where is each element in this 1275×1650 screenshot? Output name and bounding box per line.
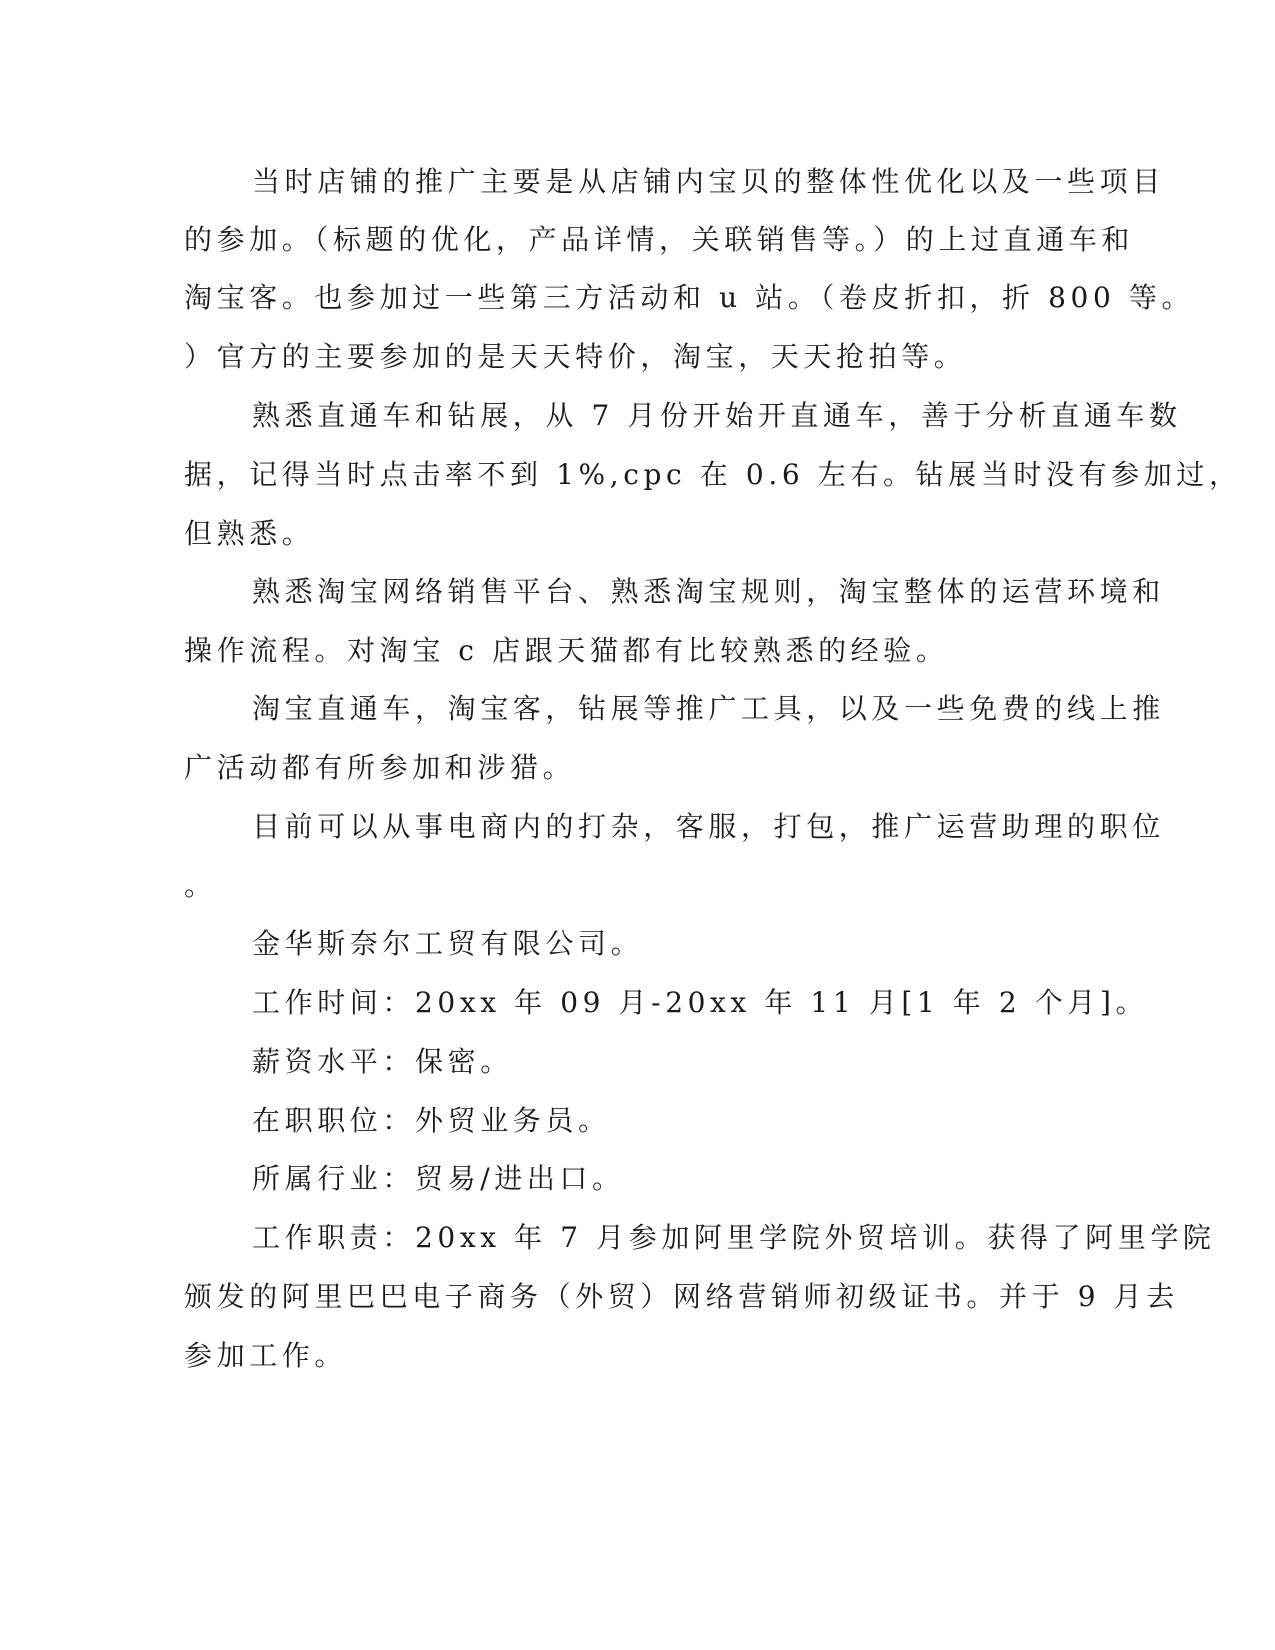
paragraph-line: 熟悉淘宝网络销售平台、熟悉淘宝规则，淘宝整体的运营环境和	[252, 575, 1165, 608]
company-name: 金华斯奈尔工贸有限公司。	[252, 927, 644, 960]
paragraph-line: 颁发的阿里巴巴电子商务（外贸）网络营销师初级证书。并于 9 月去	[184, 1280, 1179, 1313]
paragraph-line: 。	[184, 869, 217, 902]
paragraph-line: 淘宝直通车，淘宝客，钻展等推广工具，以及一些免费的线上推	[252, 692, 1165, 725]
job-position: 在职职位：外贸业务员。	[252, 1104, 611, 1137]
paragraph-line: 的参加。（标题的优化，产品详情，关联销售等。）的上过直通车和	[184, 223, 1135, 256]
paragraph-line: 据，记得当时点击率不到 1%,cpc 在 0.6 左右。钻展当时没有参加过，	[184, 458, 1242, 491]
job-duties: 工作职责：20xx 年 7 月参加阿里学院外贸培训。获得了阿里学院	[252, 1221, 1216, 1254]
paragraph-line: 操作流程。对淘宝 c 店跟天猫都有比较熟悉的经验。	[184, 634, 949, 667]
paragraph-line: 熟悉直通车和钻展，从 7 月份开始开直通车，善于分析直通车数	[252, 399, 1182, 432]
paragraph-line: ）官方的主要参加的是天天特价，淘宝，天天抢拍等。	[184, 340, 967, 373]
industry: 所属行业：贸易/进出口。	[252, 1162, 625, 1195]
paragraph-line: 淘宝客。也参加过一些第三方活动和 u 站。（卷皮折扣，折 800 等。	[184, 281, 1195, 314]
work-period: 工作时间：20xx 年 09 月-20xx 年 11 月[1 年 2 个月]。	[252, 986, 1149, 1019]
salary-level: 薪资水平：保密。	[252, 1045, 513, 1078]
paragraph-line: 目前可以从事电商内的打杂，客服，打包，推广运营助理的职位	[252, 810, 1165, 843]
paragraph-line: 广活动都有所参加和涉猎。	[184, 751, 576, 784]
paragraph-line: 参加工作。	[184, 1339, 348, 1372]
paragraph-line: 当时店铺的推广主要是从店铺内宝贝的整体性优化以及一些项目	[252, 165, 1165, 198]
paragraph-line: 但熟悉。	[184, 517, 315, 550]
